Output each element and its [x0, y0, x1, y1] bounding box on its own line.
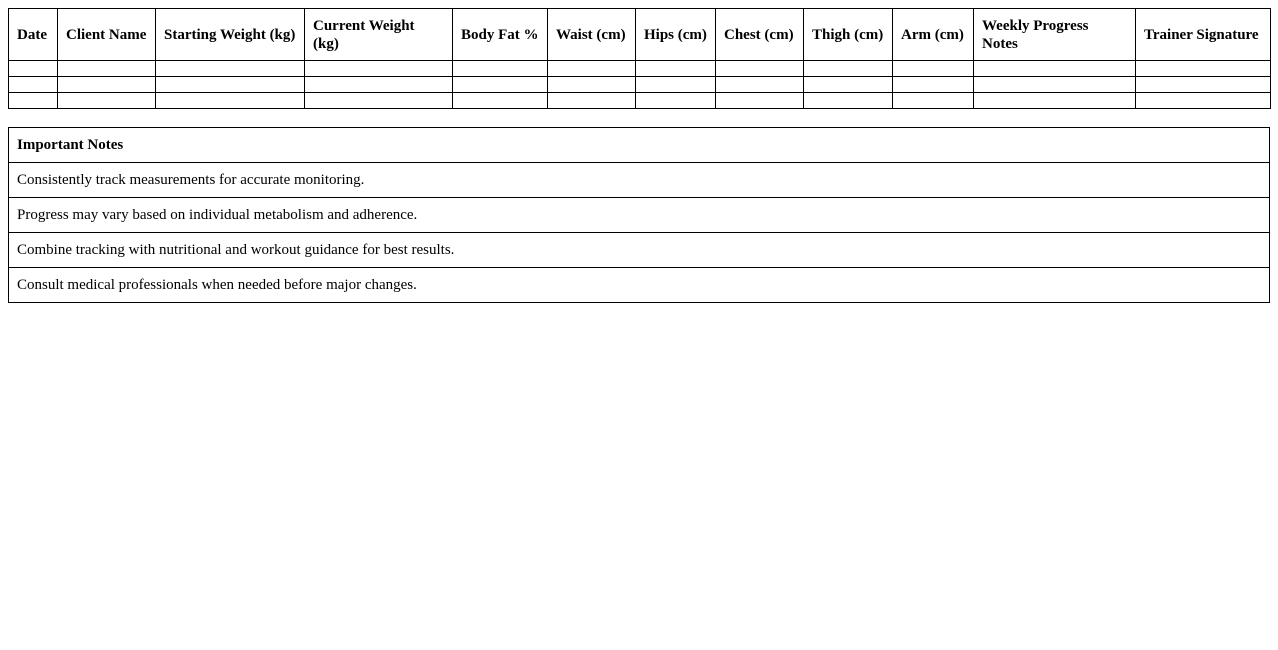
table-cell — [305, 61, 453, 77]
column-header-thigh: Thigh (cm) — [804, 9, 893, 61]
table-cell — [548, 61, 636, 77]
note-item: Consistently track measurements for accurate monitoring. — [9, 163, 1270, 198]
table-cell — [893, 93, 974, 109]
page — [0, 0, 1278, 303]
table-row — [9, 61, 1271, 77]
table-cell — [156, 77, 305, 93]
column-header-hips: Hips (cm) — [636, 9, 716, 61]
table-cell — [974, 93, 1136, 109]
column-header-trainer-signature: Trainer Signature — [1136, 9, 1271, 61]
column-header-date: Date — [9, 9, 58, 61]
column-header-starting-weight: Starting Weight (kg) — [156, 9, 305, 61]
note-row — [9, 233, 1270, 268]
table-cell — [548, 77, 636, 93]
table-cell — [9, 93, 58, 109]
table-cell — [548, 93, 636, 109]
table-cell — [716, 61, 804, 77]
table-cell — [636, 77, 716, 93]
table-row — [9, 77, 1271, 93]
table-cell — [974, 61, 1136, 77]
table-cell — [636, 93, 716, 109]
note-row — [9, 163, 1270, 198]
table-cell — [893, 77, 974, 93]
column-header-waist: Waist (cm) — [548, 9, 636, 61]
column-header-chest: Chest (cm) — [716, 9, 804, 61]
table-cell — [1136, 61, 1271, 77]
note-row — [9, 198, 1270, 233]
table-row — [9, 93, 1271, 109]
table-cell — [58, 77, 156, 93]
table-cell — [893, 61, 974, 77]
table-cell — [453, 61, 548, 77]
table-cell — [156, 61, 305, 77]
notes-title: Important Notes — [9, 128, 1270, 163]
column-header-arm: Arm (cm) — [893, 9, 974, 61]
table-cell — [305, 93, 453, 109]
table-cell — [716, 93, 804, 109]
column-header-client-name: Client Name — [58, 9, 156, 61]
table-cell — [716, 77, 804, 93]
important-notes-table — [8, 127, 1270, 303]
progress-tracker-table — [8, 8, 1271, 109]
table-cell — [804, 93, 893, 109]
table-header-row — [9, 9, 1271, 61]
table-cell — [156, 93, 305, 109]
table-cell — [804, 77, 893, 93]
column-header-weekly-progress-notes: Weekly Progress Notes — [974, 9, 1136, 61]
table-cell — [58, 61, 156, 77]
table-cell — [58, 93, 156, 109]
table-cell — [974, 77, 1136, 93]
table-cell — [305, 77, 453, 93]
column-header-body-fat: Body Fat % — [453, 9, 548, 61]
note-item: Combine tracking with nutritional and workout guidance for best results. — [9, 233, 1270, 268]
note-row — [9, 268, 1270, 303]
table-cell — [636, 61, 716, 77]
column-header-current-weight: Current Weight (kg) — [305, 9, 453, 61]
table-cell — [9, 77, 58, 93]
table-cell — [9, 61, 58, 77]
table-cell — [453, 93, 548, 109]
table-cell — [1136, 93, 1271, 109]
note-item: Consult medical professionals when needed before major changes. — [9, 268, 1270, 303]
table-cell — [804, 61, 893, 77]
notes-header-row — [9, 128, 1270, 163]
table-cell — [453, 77, 548, 93]
table-cell — [1136, 77, 1271, 93]
note-item: Progress may vary based on individual metabolism and adherence. — [9, 198, 1270, 233]
